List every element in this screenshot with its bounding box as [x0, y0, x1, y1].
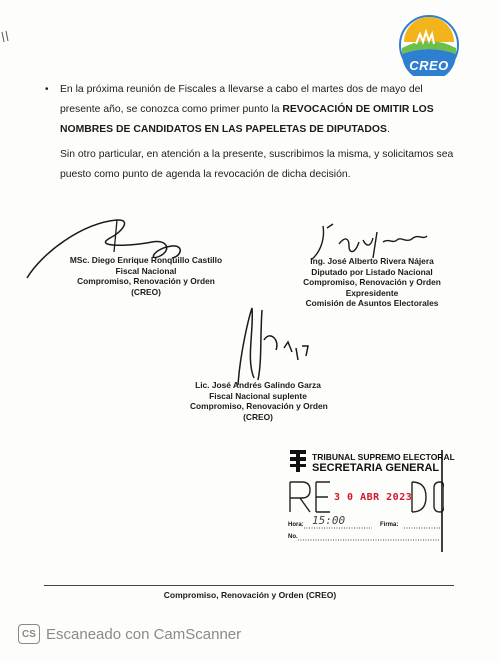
- signer-3-role: Fiscal Nacional suplente: [209, 390, 307, 401]
- paragraph-intro-text: En la próxima reunión de Fiscales a llevarse a cabo el martes dos de mayo del presente año, se conozca como primer punto la: [60, 84, 423, 115]
- signer-2-role2: Expresidente: [345, 287, 399, 298]
- edge-mark: [0, 30, 10, 44]
- stamp-department: SECRETARIA GENERAL: [312, 462, 440, 474]
- watermark-text: Escaneado con CamScanner: [46, 625, 242, 643]
- stamp-date: 3 0 ABR 2023: [334, 492, 413, 503]
- bullet-marker: •: [45, 84, 49, 95]
- signature-3-scribble: [218, 300, 328, 390]
- paragraph-end-text: .: [386, 124, 390, 135]
- signature-block-3: [190, 380, 326, 422]
- signer-1-role: Fiscal Nacional: [115, 265, 177, 276]
- creo-logo: [398, 14, 460, 76]
- signer-3-party: Compromiso, Renovación y Orden: [190, 401, 328, 411]
- footer-text: Compromiso, Renovación y Orden (CREO): [163, 590, 337, 600]
- stamp-hora-value: 15:00: [312, 514, 346, 527]
- stamp-firma-label: Firma:: [380, 522, 399, 528]
- signer-2-committee: Comisión de Asuntos Electorales: [305, 298, 439, 308]
- signer-3-abbr: (CREO): [243, 411, 273, 422]
- signer-1-abbr: (CREO): [131, 286, 161, 297]
- signature-block-1: [60, 255, 232, 297]
- camscanner-icon: CS: [18, 624, 40, 644]
- signer-3-name: Lic. José Andrés Galindo Garza: [195, 380, 321, 390]
- stamp-hora-label: Hora:: [288, 522, 304, 528]
- signer-1-name: MSc. Diego Enrique Ronquillo Castillo: [69, 255, 223, 265]
- stamp-number-label: No.: [288, 534, 298, 540]
- paragraph-bold-text: REVOCACIÓN DE OMITIR LOS NOMBRES DE CANDIDATOS EN LAS PAPELETAS DE DIPUTADOS: [60, 104, 434, 135]
- logo-text: CREO: [409, 58, 449, 73]
- footer-divider: [44, 585, 454, 586]
- signer-2-role: Diputado por Listado Nacional: [311, 266, 433, 277]
- stamp-institution: TRIBUNAL SUPREMO ELECTORAL: [312, 452, 455, 462]
- camscanner-watermark: [18, 624, 241, 644]
- paragraph-closing: Sin otro particular, en atención a la presente, suscribimos la misma, y solicitamos sea puesto como punto de agenda la revocación de dicha decisión.: [60, 149, 454, 180]
- signer-1-party: Compromiso, Renovación y Orden: [77, 276, 215, 286]
- signer-2-party: Compromiso, Renovación y Orden: [303, 277, 441, 287]
- paragraph-agenda-item: [60, 80, 460, 140]
- reception-stamp: [276, 448, 455, 554]
- signer-2-name: Ing. José Alberto Rivera Nájera: [310, 256, 434, 266]
